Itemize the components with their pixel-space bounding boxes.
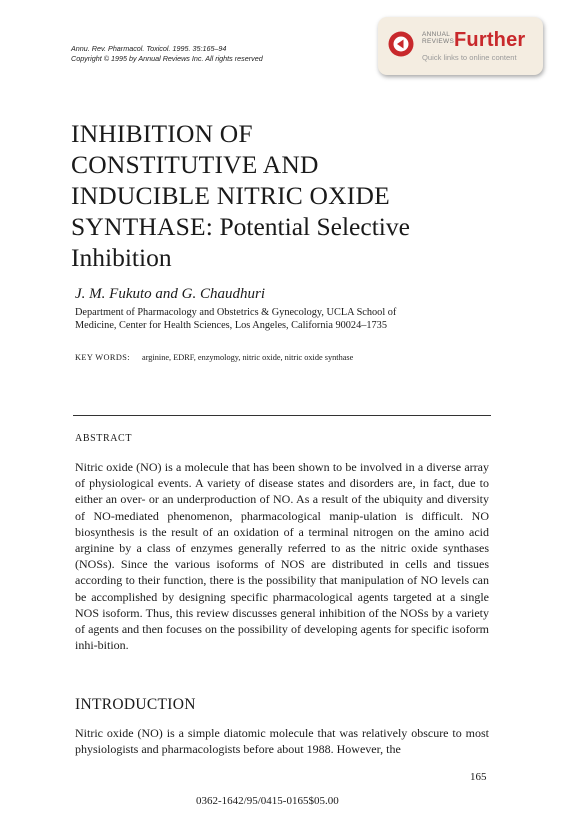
divider [73,415,491,416]
further-tagline: Quick links to online content [422,53,517,62]
introduction-heading: INTRODUCTION [75,696,196,713]
annual-reviews-further-banner[interactable] [378,17,543,75]
further-wordmark: Further [454,29,526,51]
abstract-heading: ABSTRACT [75,433,133,444]
title-line-4: SYNTHASE: Potential Selective [71,212,410,241]
affiliation [75,306,505,332]
brand-small-text: ANNUAL REVIEWS [422,31,455,45]
citation-line-1: Annu. Rev. Pharmacol. Toxicol. 1995. 35:165–94 [71,44,227,53]
authors: J. M. Fukuto and G. Chaudhuri [75,286,265,302]
keywords-label: KEY WORDS: [75,353,130,362]
affiliation-line-2: Medicine, Center for Health Sciences, Los Angeles, California 90024–1735 [75,320,387,331]
annual-reviews-logo-icon [388,31,414,57]
abstract-text: Nitric oxide (NO) is a molecule that has been shown to be involved in a diverse array of physiological events. A variety of disease states and disorders are, in fact, due to either an over- or an underproduction of NO. As a result of the ubiquity and diversity of NO-mediated phenomenon, pharmacological manip-ulation is difficult. NO biosynthesis is the result of an oxidation of a terminal nitrogen on the amino acid arginine by a class of enzymes generally referred to as the nitric oxide synthases (NOSs). Since the various isoforms of NOS are distributed in cells and tissues according to their function, there is the possibility that manipulation of NO levels can be accomplished by designing specific pharmacological agents targeted at a single NOS isoform. Thus, this review discusses general inhibition of the NOSs by a variety of agents and then focuses on the possibility of developing agents for specific isoform inhi-bition. [75,460,489,653]
article-title [71,118,491,273]
title-line-5: Inhibition [71,243,172,272]
title-line-3: INDUCIBLE NITRIC OXIDE [71,181,390,210]
journal-citation [71,44,263,64]
title-line-2: CONSTITUTIVE AND [71,150,319,179]
title-line-1: INHIBITION OF [71,119,253,148]
article-code: 0362-1642/95/0415-0165$05.00 [196,795,339,807]
affiliation-line-1: Department of Pharmacology and Obstetrics & Gynecology, UCLA School of [75,307,397,318]
citation-line-2: Copyright © 1995 by Annual Reviews Inc. All rights reserved [71,54,263,63]
keywords [75,353,353,362]
introduction-text: Nitric oxide (NO) is a simple diatomic molecule that was relatively obscure to most physiologists and pharmacologists before about 1988. However, the [75,726,489,757]
page-number: 165 [470,771,487,783]
keywords-value: arginine, EDRF, enzymology, nitric oxide, nitric oxide synthase [142,353,354,362]
